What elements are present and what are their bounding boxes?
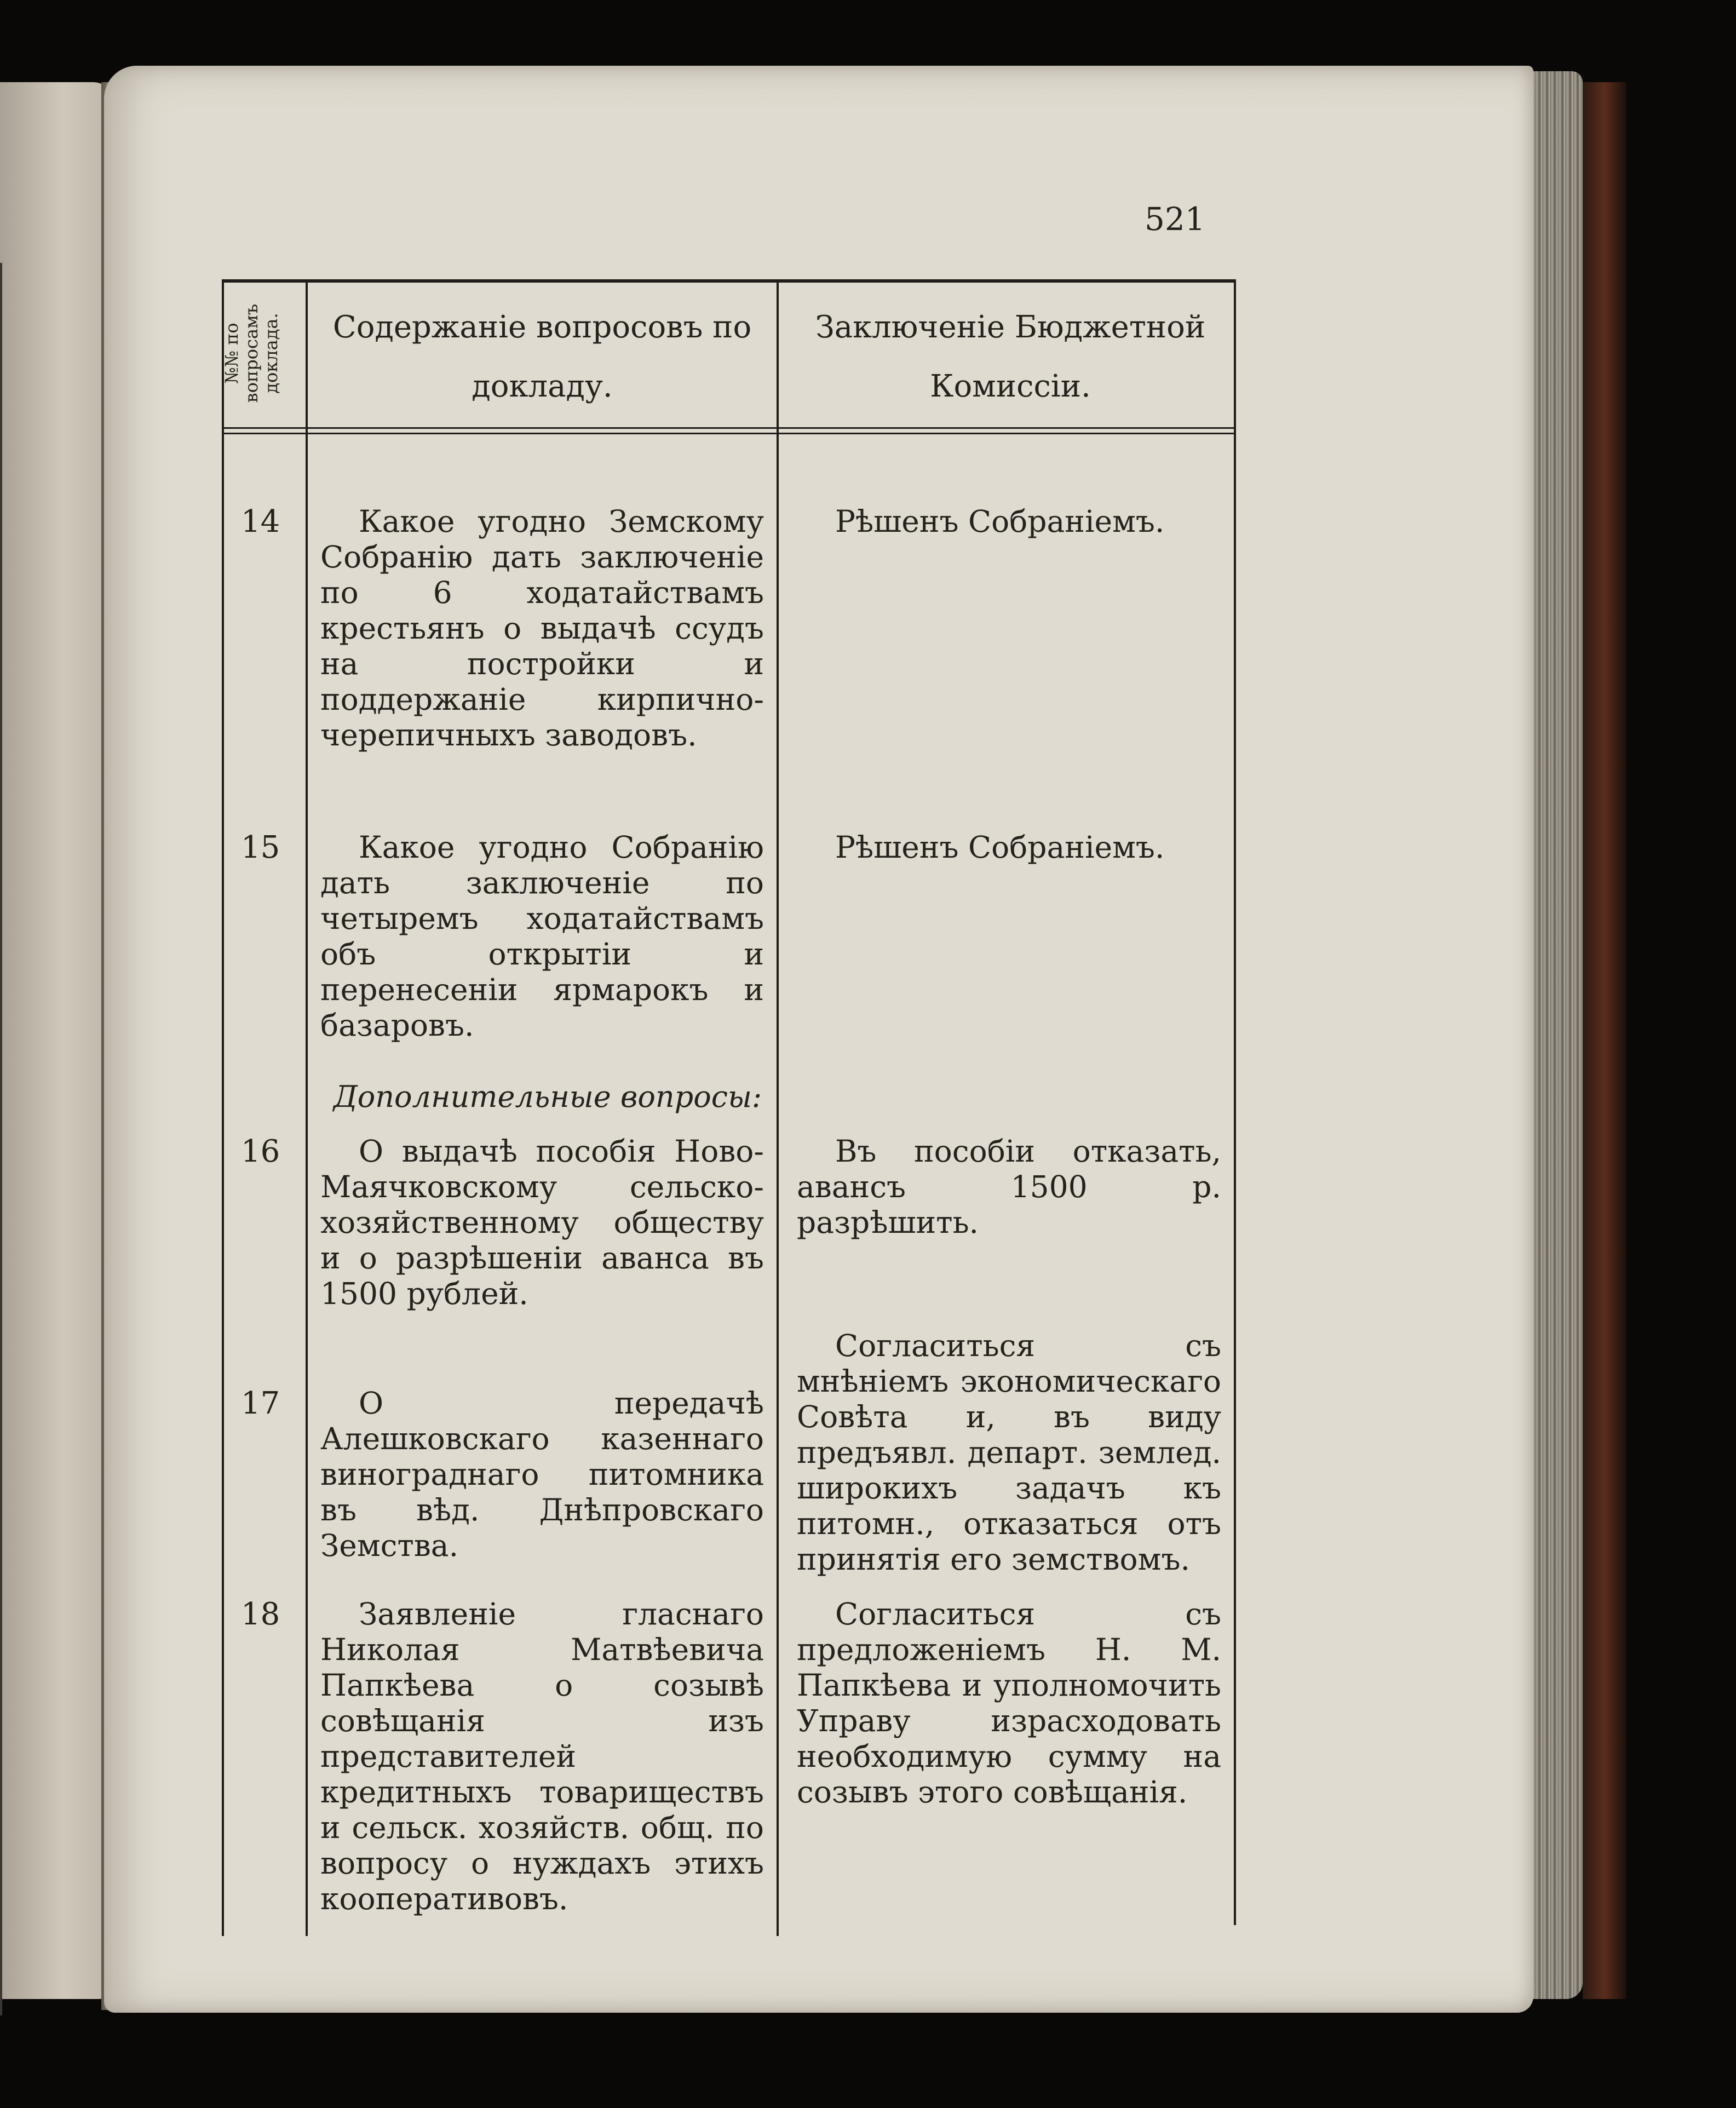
row-content-text: Заявленіе гласнаго Николая Матвѣевича Папкѣева о созывѣ совѣщанія изъ представителей кредитныхъ товариществъ и сельск. хозяйств. общ. по вопросу о нуждахъ этихъ кооперативовъ.: [320, 1596, 764, 1916]
row-conclusion-text: Согласиться съ мнѣніемъ экономическаго Совѣта и, въ виду предъявл. департ. землед. широкихъ задачъ къ питомн., отказаться отъ принятія его земствомъ.: [797, 1328, 1221, 1577]
header-number-column: №№ по вопросамъ доклада.: [221, 303, 281, 403]
left-page-rule: [0, 263, 2, 2015]
column-rule-1: [306, 279, 308, 1936]
row-content-text: О передачѣ Алешковскаго казеннаго винограднаго питомника въ вѣд. Днѣпровскаго Земства.: [320, 1386, 764, 1563]
row-content-text: Какое угодно Собранію дать заключеніе по четыремъ ходатайствамъ объ открытіи и перенесеніи ярмарокъ и базаровъ.: [320, 830, 764, 1043]
row-number: 18: [241, 1596, 280, 1632]
row-content: [320, 1386, 764, 1564]
row-content: [320, 830, 764, 1043]
row-conclusion: [797, 1328, 1221, 1577]
header-bottom-rule: [222, 427, 1236, 429]
row-content-text: Какое угодно Земскому Собранію дать заключеніе по 6 ходатайствамъ крестьянъ о выдачѣ ссудъ на постройки и поддержаніе кирпично-черепичныхъ заводовъ.: [320, 504, 764, 753]
row-content-text: О выдачѣ пособія Ново-Маячковскому сельско-хозяйственному обществу и о разрѣшеніи аванса въ 1500 рублей.: [320, 1134, 764, 1311]
header-bottom-rule-2: [222, 433, 1236, 434]
row-conclusion: [797, 1134, 1221, 1240]
row-conclusion-text: Рѣшенъ Собраніемъ.: [835, 830, 1165, 865]
header-content-column: Содержаніе вопросовъ по докладу.: [332, 309, 752, 404]
book-cover: [1583, 82, 1626, 1999]
row-conclusion-text: Согласиться съ предложеніемъ Н. М. Папкѣева и уполномочить Управу израсходовать необходимую сумму на созывъ этого совѣщанія.: [797, 1596, 1221, 1810]
column-rule-right: [1234, 279, 1236, 1925]
page-number: 521: [1145, 200, 1205, 238]
table-top-rule: [222, 279, 1236, 283]
subsection-heading: Дополнительные вопросы:: [333, 1079, 762, 1114]
row-number: 15: [241, 830, 280, 865]
row-conclusion-text: Рѣшенъ Собраніемъ.: [835, 504, 1165, 539]
left-page-edge: [0, 82, 115, 1999]
header-conclusion-column: Заключеніе Бюджетной Комиссіи.: [815, 309, 1206, 404]
row-conclusion: [797, 504, 1221, 539]
row-number: 14: [241, 504, 280, 539]
column-rule-left: [222, 279, 224, 1936]
row-conclusion: [797, 830, 1221, 865]
row-content: [320, 504, 764, 753]
row-conclusion-text: Въ пособіи отказать, авансъ 1500 р. разрѣшить.: [797, 1134, 1221, 1240]
row-number: 16: [241, 1134, 280, 1169]
row-conclusion: [797, 1596, 1221, 1810]
row-number: 17: [241, 1386, 280, 1421]
row-content: [320, 1134, 764, 1312]
row-content: [320, 1596, 764, 1917]
